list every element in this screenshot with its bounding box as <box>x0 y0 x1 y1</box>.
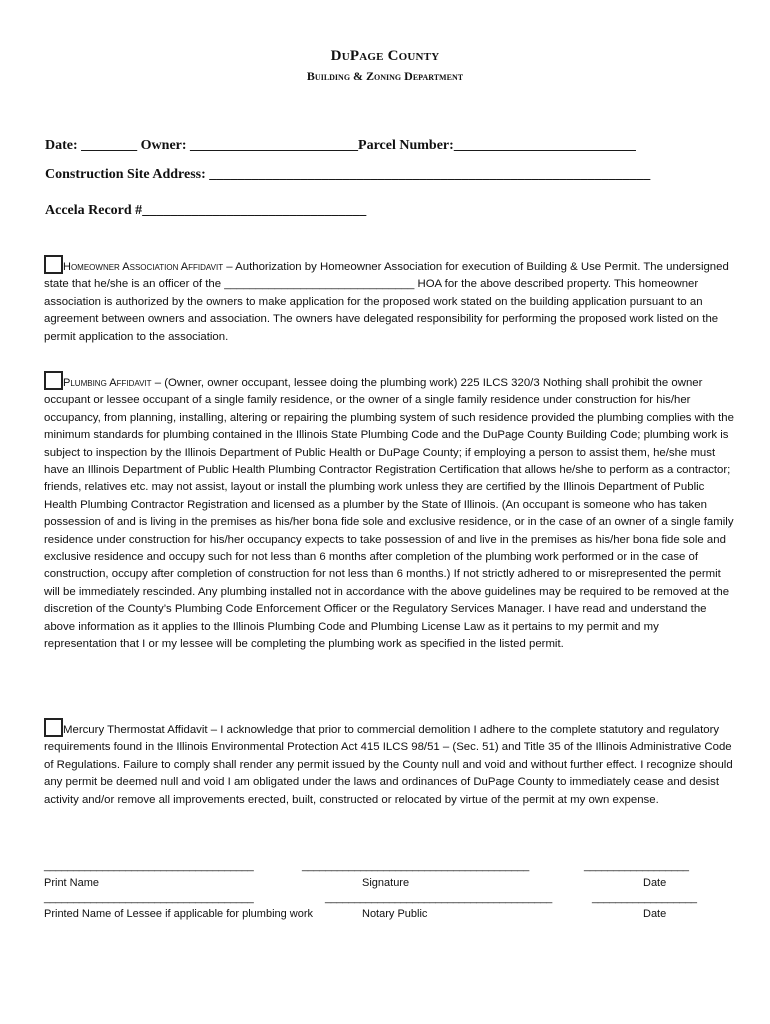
print-name-line[interactable]: ____________________________________ <box>44 860 254 872</box>
signature-label: Signature <box>362 877 410 889</box>
department-title: Building & Zoning Department <box>306 69 464 83</box>
date-label-1: Date <box>643 877 667 889</box>
county-title: DuPage County <box>330 48 440 64</box>
lessee-name-label: Printed Name of Lessee if applicable for plumbing work <box>44 908 314 920</box>
notary-label: Notary Public <box>362 908 428 920</box>
accela-row <box>45 203 366 219</box>
date-owner-parcel-row <box>45 138 636 154</box>
signature-line[interactable]: _______________________________________ <box>302 860 529 872</box>
hoa-affidavit-section <box>44 255 734 346</box>
mercury-affidavit-title: Mercury Thermostat Affidavit <box>63 724 208 736</box>
mercury-affidavit-text: – I acknowledge that prior to commercial demolition I adhere to the complete statutory and regulatory requirements found in the Illinois Environmental Protection Act 415 ILCS 98/51 – (Sec. 51) and Title 35 of the Illinois Administrative Code of Regulations. Failure to comply shall render any permit issued by the County null and void and without further effect. I recognize should any permit be deemed null and void I am obligated under the laws and ordinances of DuPage County to immediately cease and desist activity and/or remove all improvements erected, built, constructed or relocated by virtue of the permit at my own expense. <box>44 724 733 806</box>
hoa-affidavit-title: Homeowner Association Affidavit <box>63 261 224 273</box>
site-address-line[interactable]: _______________________________________________________________ <box>209 167 651 182</box>
parcel-line[interactable]: __________________________ <box>453 138 636 153</box>
mercury-checkbox[interactable] <box>44 718 63 737</box>
date-line-1[interactable]: __________________ <box>584 860 689 872</box>
hoa-affidavit-text: – Authorization by Homeowner Association for execution of Building & Use Permit. The undersigned state that he/she is an officer of the ______________________________ HOA for the above described property. This homeowner association is authorized by the owners to make application for the proposed work stated on the building application pursuant to an agreement between owners and association. The owners have delegated responsibility for performing the proposed work listed on the permit application to the association. <box>44 261 729 343</box>
owner-label: Owner: <box>140 138 187 153</box>
print-name-label: Print Name <box>44 877 100 889</box>
date-line-2[interactable]: __________________ <box>592 892 697 904</box>
plumbing-affidavit-section <box>44 371 734 654</box>
site-address-label: Construction Site Address: <box>45 167 206 182</box>
accela-line[interactable]: ________________________________ <box>142 203 367 218</box>
notary-line[interactable]: _______________________________________ <box>325 892 552 904</box>
parcel-label: Parcel Number: <box>358 138 454 153</box>
owner-line[interactable]: ________________________ <box>190 138 359 153</box>
lessee-name-line[interactable]: ____________________________________ <box>44 892 254 904</box>
plumbing-affidavit-title: Plumbing Affidavit <box>63 377 152 389</box>
site-address-row <box>45 167 650 183</box>
date-label-2: Date <box>643 908 667 920</box>
accela-label: Accela Record # <box>45 203 143 218</box>
mercury-affidavit-section <box>44 718 734 809</box>
hoa-checkbox[interactable] <box>44 255 63 274</box>
plumbing-checkbox[interactable] <box>44 371 63 390</box>
plumbing-affidavit-text: – (Owner, owner occupant, lessee doing the plumbing work) 225 ILCS 320/3 Nothing shall prohibit the owner occupant or lessee occupant of a single family residence, or the owner of a single family residence under construction for his/her occupancy, from planning, installing, altering or repairing the plumbing system of such residence provided the plumbing complies with the minimum standards for plumbing contained in the Illinois State Plumbing Code and the DuPage County Building Code; plumbing work is subject to inspection by the Illinois Department of Public Health or DuPage County; if employing a person to assist them, he/she must have an Illinois Department of Public Health Plumbing Contractor Registration Certification that allows he/she to perform as a contractor; friends, relatives etc. may not assist, layout or install the plumbing work unless they are certified by the Illinois Department of Public Health Plumbing Contractor Registration and licensed as a plumber by the State of Illinois. (An occupant is someone who has taken possession of and is living in the premises as his/her bona fide sole and exclusive residence, or in the case of an owner of a single family residence under construction for his/her occupancy expects to take possession of and live in the premises as his/her bona fide sole and exclusive residence and occupy such for not less than 6 months after completion of the plumbing work performed or in the case of construction, occupy after completion of construction for not less than 6 months.) If not strictly adhered to or misrepresented the permit will be immediately rescinded. Any plumbing installed not in accordance with the above guidelines may be required to be removed at the discretion of the County’s Plumbing Code Enforcement Officer or the Regulatory Services Manager. I have read and understand the above information as it applies to the Illinois Plumbing Code and Plumbing License Law as it pertains to my permit and my representation that I or my lessee will be completing the plumbing work as specified in the listed permit. <box>44 377 734 651</box>
date-line[interactable]: ________ <box>81 138 138 153</box>
date-label: Date: <box>45 138 78 153</box>
